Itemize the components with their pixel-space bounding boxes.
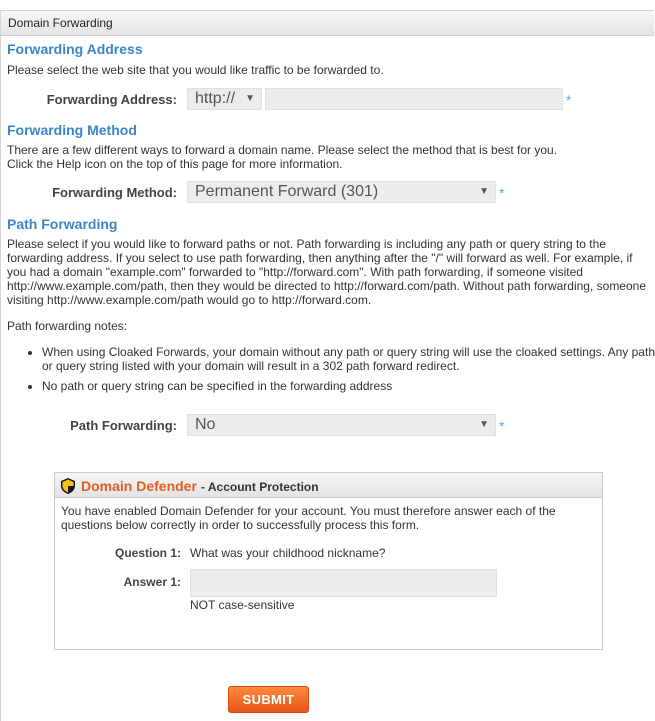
- chevron-down-icon: ▼: [245, 93, 255, 104]
- path-forwarding-description-1: Please select if you would like to forward paths or not. Path forwarding is including any path or query string to the: [7, 237, 606, 251]
- path-forwarding-label: Path Forwarding:: [70, 418, 177, 433]
- path-forwarding-title: Path Forwarding: [7, 216, 118, 232]
- domain-defender-brand: Domain Defender: [81, 478, 197, 494]
- forwarding-method-description-1: There are a few different ways to forward a domain name. Please select the method that is best for you.: [7, 143, 558, 157]
- chevron-down-icon: ▼: [479, 186, 489, 197]
- protocol-value: http://: [195, 90, 236, 107]
- domain-defender-box: [54, 472, 603, 650]
- answer-hint: NOT case-sensitive: [190, 598, 295, 612]
- domain-defender-description-1: You have enabled Domain Defender for your account. You must therefore answer each of the: [61, 504, 556, 518]
- path-forwarding-description-5: visiting http://www.example.com/path would go to http://forward.com.: [7, 293, 372, 307]
- question-text: What was your childhood nickname?: [190, 546, 386, 560]
- list-item: • When using Cloaked Forwards, your domain without any path or query string will use the cloaked settings. Any path or query string listed with your domain will result in a 302 path forward redirect.: [42, 345, 655, 373]
- domain-defender-header: [55, 473, 602, 498]
- domain-defender-subtitle: - Account Protection: [201, 480, 319, 494]
- question-label: Question 1:: [114, 546, 181, 560]
- list-item: • No path or query string can be specified in the forwarding address: [42, 379, 655, 393]
- required-asterisk: *: [566, 92, 572, 108]
- forwarding-method-value: Permanent Forward (301): [195, 183, 379, 200]
- panel-title: Domain Forwarding: [8, 16, 113, 30]
- required-asterisk: *: [499, 185, 505, 201]
- path-forwarding-notes: [20, 345, 655, 399]
- protocol-select[interactable]: [187, 88, 262, 110]
- path-forwarding-description-3: you had a domain "example.com" forwarded to "http://forward.com". With path forwarding, if someone visited: [7, 265, 583, 279]
- forwarding-address-description: Please select the web site that you would like traffic to be forwarded to.: [7, 63, 384, 77]
- path-forwarding-description-2: forwarding address. If you select to use path forwarding, then anything after the "/" will forward as well. For example, if: [7, 251, 633, 265]
- domain-defender-description-2: questions below correctly in order to successfully process this form.: [61, 518, 420, 532]
- required-asterisk: *: [499, 418, 505, 434]
- shield-icon: [61, 478, 75, 494]
- forwarding-method-title: Forwarding Method: [7, 122, 137, 138]
- forwarding-address-label: Forwarding Address:: [46, 92, 177, 107]
- forwarding-method-label: Forwarding Method:: [52, 185, 177, 200]
- path-forwarding-notes-title: Path forwarding notes:: [7, 319, 128, 333]
- path-forwarding-description-4: http://www.example.com/path, then they would be directed to http://forward.com/path. Without path forwarding, someone: [7, 279, 647, 293]
- path-forwarding-select[interactable]: [187, 414, 496, 436]
- forwarding-url-input[interactable]: [265, 88, 563, 110]
- forwarding-method-select[interactable]: [187, 181, 496, 203]
- submit-button[interactable]: SUBMIT: [228, 686, 309, 713]
- forwarding-method-description-2: Click the Help icon on the top of this page for more information.: [7, 157, 343, 171]
- forwarding-address-title: Forwarding Address: [7, 41, 143, 57]
- panel-header: [1, 11, 654, 36]
- path-forwarding-value: No: [195, 416, 216, 433]
- answer-input[interactable]: [190, 569, 497, 597]
- chevron-down-icon: ▼: [479, 419, 489, 430]
- answer-label: Answer 1:: [123, 575, 181, 589]
